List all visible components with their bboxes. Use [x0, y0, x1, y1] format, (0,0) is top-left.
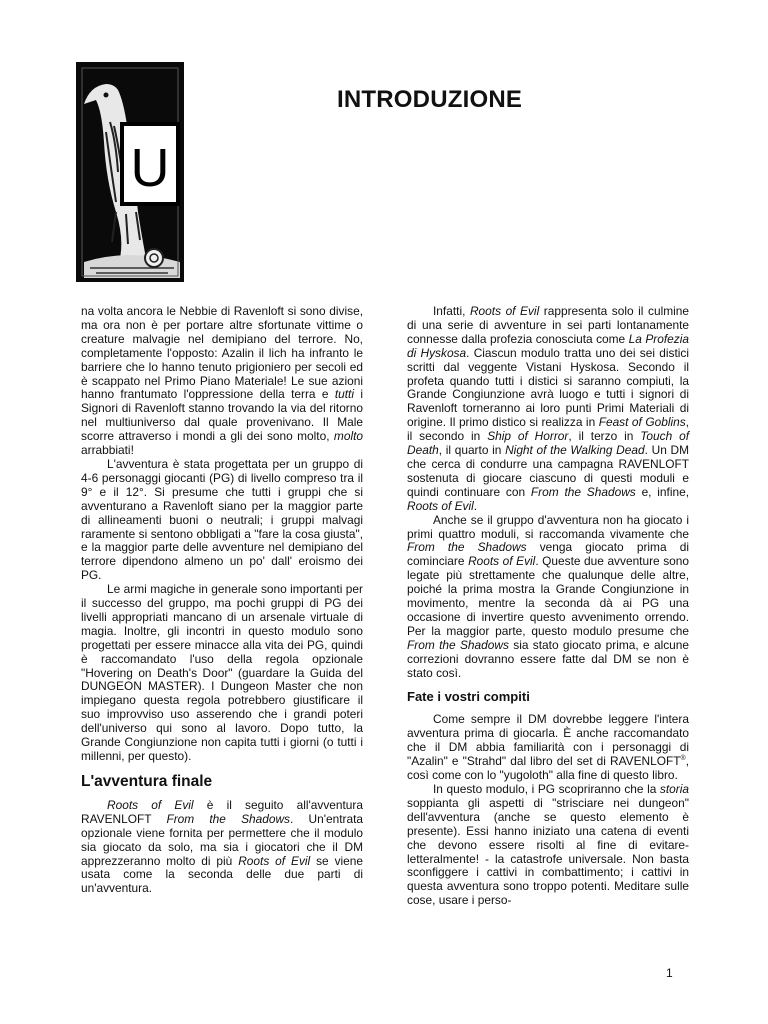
section-heading-final-adventure: L'avventura finale — [81, 772, 213, 790]
registered-mark: ® — [680, 755, 686, 763]
paragraph-prophecy: Infatti, Roots of Evil rappresenta solo il culmine di una serie di avventure in sei parti lontanamente connesse dalla profezia conosciuta come La Profezia di Hyskosa. Ciascun modulo tratta uno dei sei distici scritti dal veggente Vistani Hyskosa. Secondo il profeta quando tutti i distici si saranno compiuti, la Grande Congiunzione avrà luogo e tutti i signori di Ravenloft torneranno ai loro punti Primi Materiali di origine. Il primo distico si realizza in Feast of Goblins, il secondo in Ship of Horror, il terzo in Touch of Death, il quarto in Night of the Walking Dead. Un DM che cerca di condurre una campagna RAVENLOFT sostenuta di giocare ciascuno di questi moduli e quindi continuare con From the Shadows e, infine, Roots of Evil. — [407, 304, 690, 513]
drop-cap-letter: U — [130, 138, 170, 198]
paragraph-story: In questo modulo, i PG scopriranno che la storia soppianta gli aspetti di "strisciare nei dungeon" dell'avventura (anche se questo elemento è presente). Essi hanno iniziato una catena di eventi che devono essere risolti al fine di evitare-letteralmente! - la catastrofe universale. Non basta sconfiggere i cattivi in combattimento; i cattivi in questa avventura sono troppo potenti. Meditare sulle cose, usare i perso- — [407, 782, 689, 908]
raven-illustration — [76, 62, 184, 282]
paragraph-read-adventure: Come sempre il DM dovrebbe leggere l'intera avventura prima di giocarla. È anche raccomandato che il DM abbia familiarità con i personaggi di "Azalin" e "Strahd" dal libro del set di RAVENLOFT®, così come con lo "yugoloth" alla fine di questo libro. — [407, 712, 689, 783]
page-number: 1 — [666, 966, 673, 980]
paragraph-recommendation: Anche se il gruppo d'avventura non ha giocato i primi quattro moduli, si raccomanda vivamente che From the Shadows venga giocato prima di cominciare Roots of Evil. Queste due avventure sono legate più strettamente che qualunque delle altre, poiché la prima mostra la Grande Congiunzione in movimento, mentre la seconda dà ai PG una occasione di invertire questo avvenimento orrendo. Per la maggior parte, questo modulo presume che From the Shadows sia stato giocato prima, e alcune correzioni dovranno essere fatte dal DM se non è stato così. — [407, 512, 690, 680]
paragraph-sequel: Roots of Evil è il seguito all'avventura RAVENLOFT From the Shadows. Un'entrata opzionale viene fornita per permettere che il modulo sia giocato da solo, ma sia i giocatori che il DM apprezzeranno molto di più Roots of Evil se viene usata come la seconda delle due parti di un'avventura. — [81, 797, 363, 896]
right-column — [407, 305, 689, 908]
paragraph-magic-weapons: Le armi magiche in generale sono importanti per il successo del gruppo, ma pochi gruppi di PG dei livelli appropriati mancano di un arsenale virtuale di magia. Inoltre, gli incontri in questo modulo sono progettati per essere minacce alla vita dei PG, quindi è raccomandato l'uso della regola opzionale "Hovering on Death's Door" (guardare la Guida del DUNGEON MASTER). I Dungeon Master che non impiegano questa regola potrebbero giustificare il suo improvviso uso asserendo che i grandi poteri dell'universo qui sono al lavoro. Dopo tutto, la Grande Congiunzione non capita tutti i giorni (o tutti i millenni, per questo). — [81, 582, 363, 763]
left-column — [81, 305, 363, 896]
paragraph-intro: na volta ancora le Nebbie di Ravenloft si sono divise, ma ora non è per portare altre sfortunate vittime o creature malvagie nel demipiano del terrore. No, completamente l'opposto: Azalin il lich ha infranto le barriere che lo hanno tenuto prigioniero per secoli ed è scappato nel Primo Piano Materiale! Le sue azioni hanno frantumato l'oppressione della terra e tutti i Signori di Ravenloft stanno trovando la via del ritorno nel multiuniverso dal quale provenivano. Il Male scorre attraverso i mondi a gli dei sono molto, molto arrabbiati! — [81, 304, 363, 458]
drop-cap-artwork — [76, 62, 184, 282]
paragraph-party-level: L'avventura è stata progettata per un gruppo di 4-6 personaggi giocanti (PG) di livello compreso tra il 9° e il 12°. Si presume che tutti i gruppi che si avventurano a Ravenloft siano per la maggior parte di allineamenti buoni o neutrali; i gruppi malvagi raramente si sentono obbligati a "fare la cosa giusta", e la maggior parte delle avventure nel demipiano del terrore dipendono almeno un po' dall' eroismo dei PG. — [81, 456, 363, 583]
section-heading-homework: Fate i vostri compiti — [407, 689, 530, 705]
page-title: INTRODUZIONE — [337, 86, 523, 113]
